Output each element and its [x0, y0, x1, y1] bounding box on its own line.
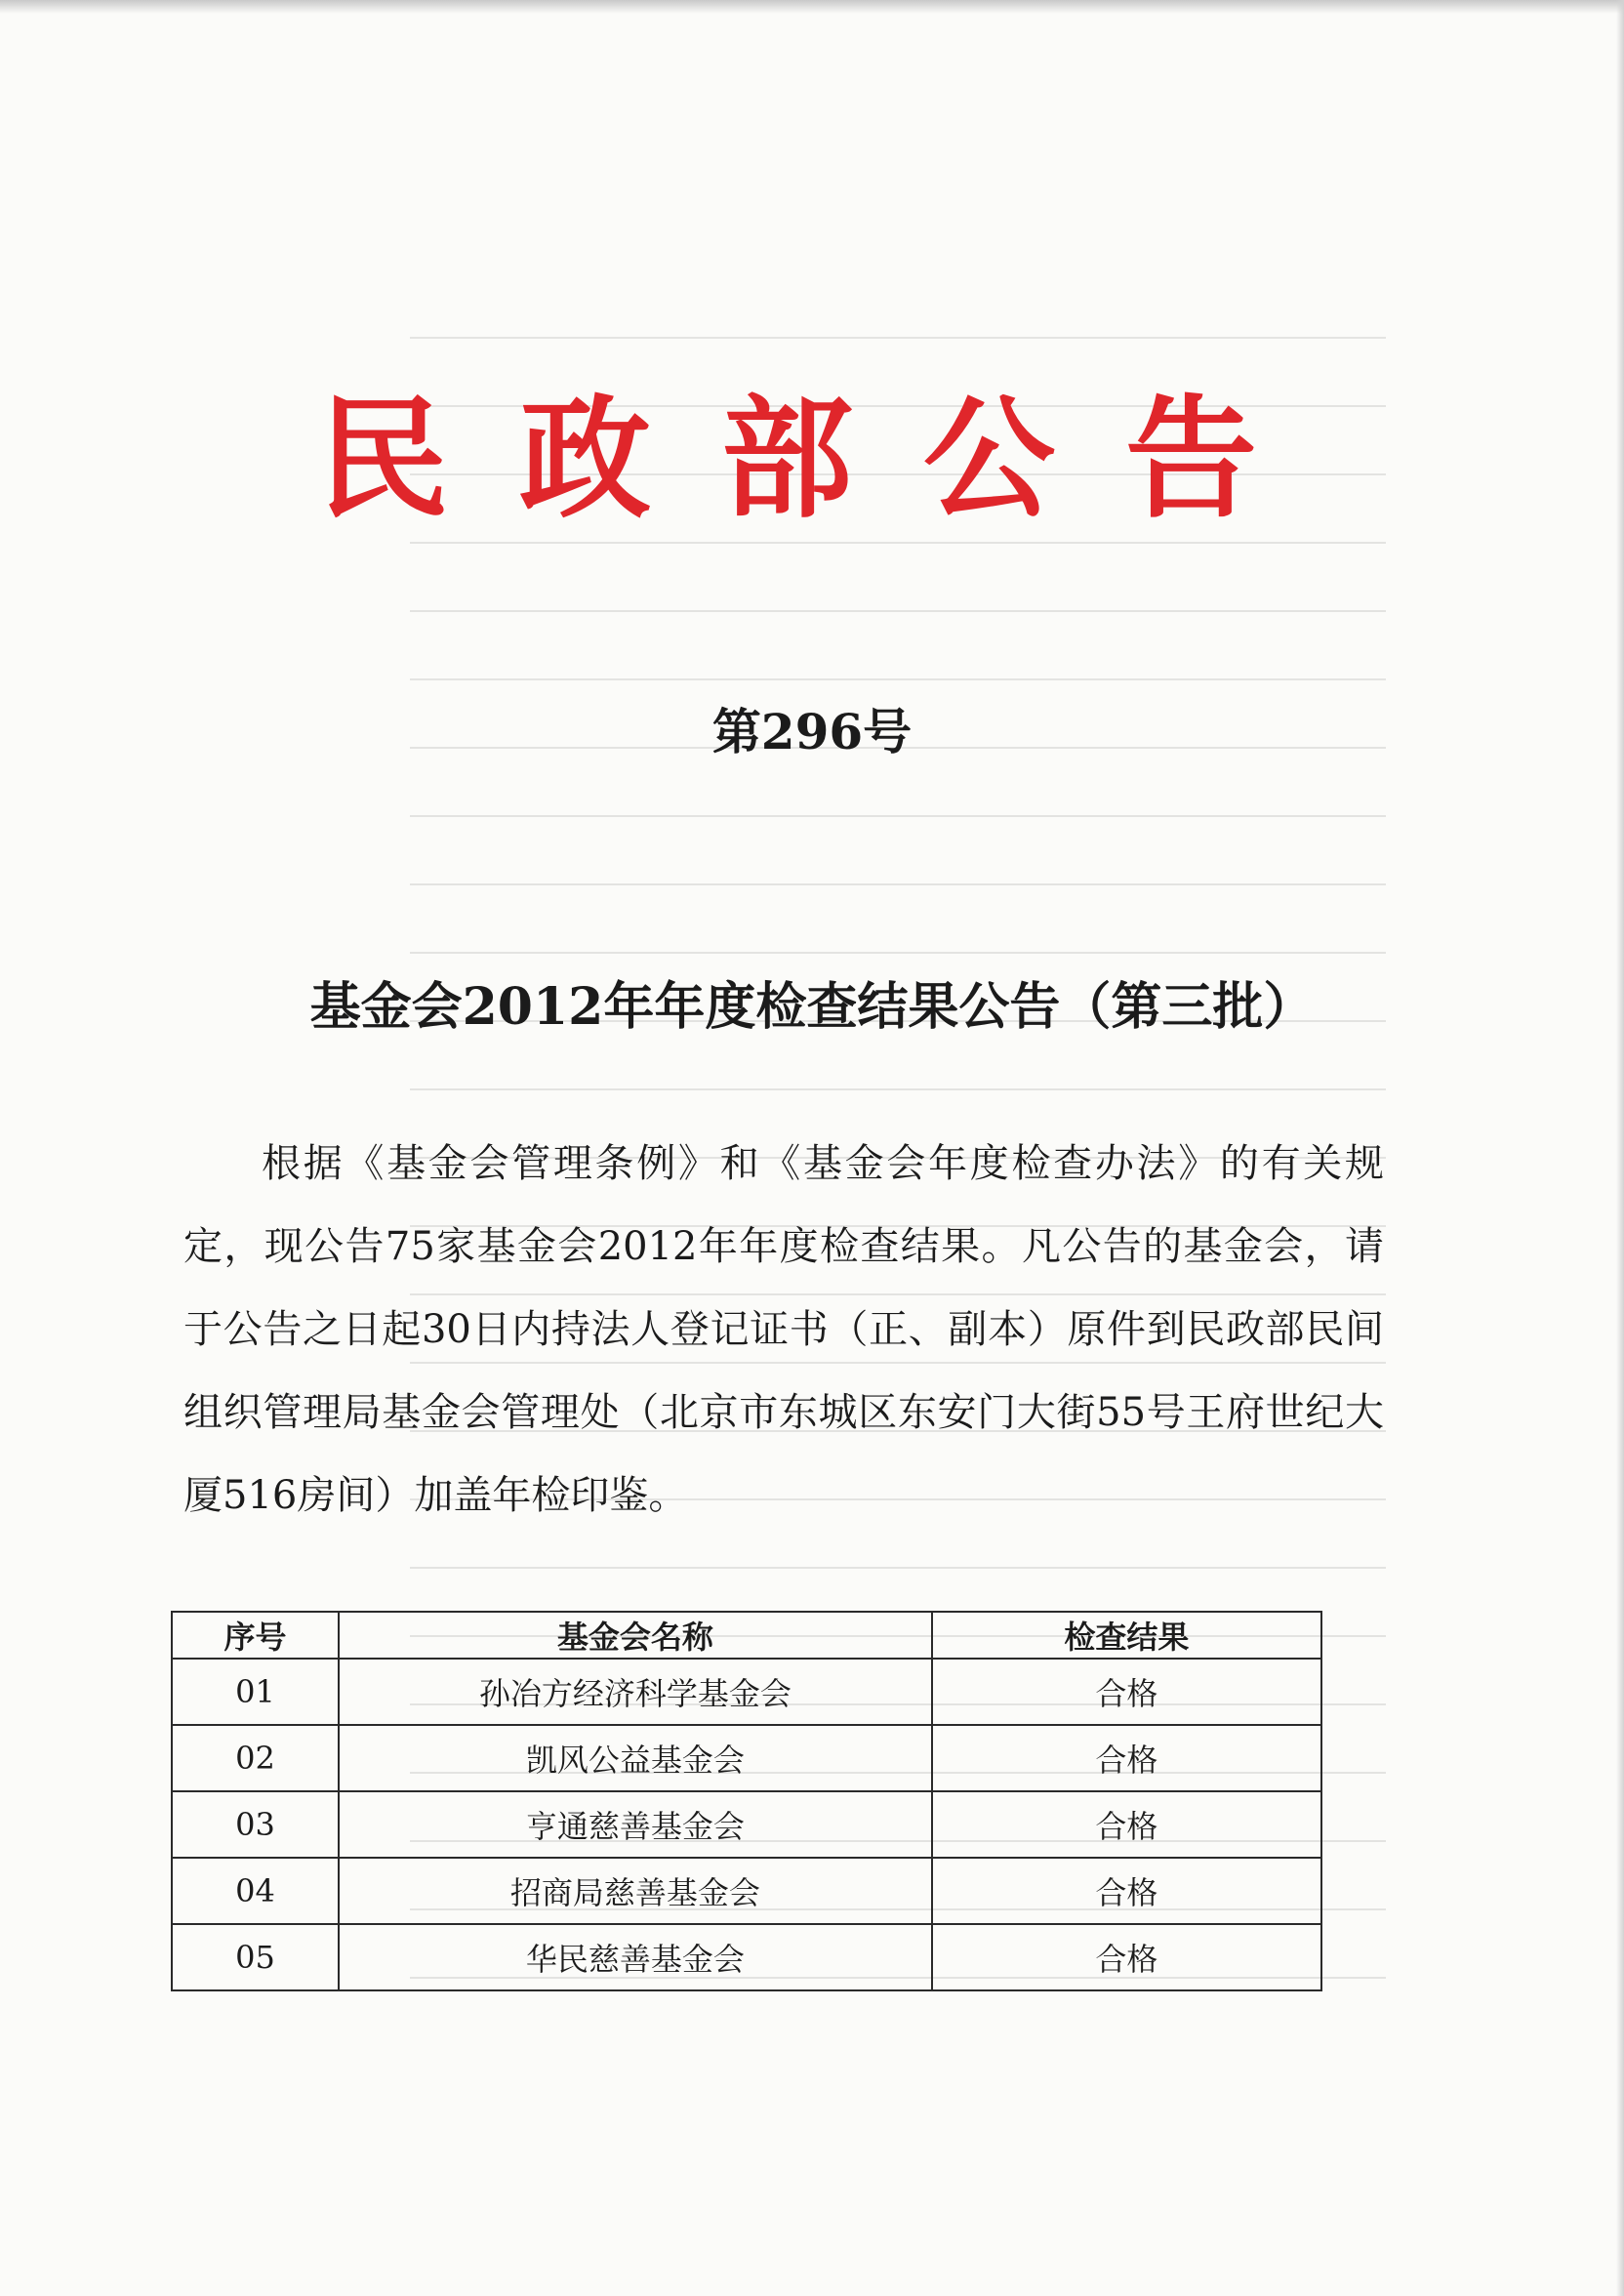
header-inspection-result: 检查结果 [932, 1612, 1321, 1659]
header-foundation-name: 基金会名称 [339, 1612, 932, 1659]
ministry-announcement-title: 民政部公告 [317, 381, 1327, 536]
row-foundation-name: 孙冶方经济科学基金会 [339, 1659, 932, 1725]
row-serial-number: 05 [172, 1924, 339, 1990]
row-serial-number: 02 [172, 1725, 339, 1791]
table-row [172, 1659, 1321, 1725]
row-foundation-name: 亨通慈善基金会 [339, 1791, 932, 1858]
row-serial-number: 03 [172, 1791, 339, 1858]
row-inspection-result: 合格 [932, 1725, 1321, 1791]
row-inspection-result: 合格 [932, 1924, 1321, 1990]
header-serial-number: 序号 [172, 1612, 339, 1659]
announcement-body: 根据《基金会管理条例》和《基金会年度检查办法》的有关规定，现公告75家基金会2012年年度检查结果。凡公告的基金会，请于公告之日起30日内持法人登记证书（正、副本）原件到民政部民间组织管理局基金会管理处（北京市东城区东安门大街55号王府世纪大厦516房间）加盖年检印鉴。 [183, 1141, 1384, 1518]
row-inspection-result: 合格 [932, 1659, 1321, 1725]
row-inspection-result: 合格 [932, 1791, 1321, 1858]
announcement-headline: 基金会2012年年度检查结果公告（第三批） [309, 977, 1315, 1037]
row-serial-number: 01 [172, 1659, 339, 1725]
row-serial-number: 04 [172, 1858, 339, 1924]
table-header-row [172, 1612, 1321, 1659]
row-foundation-name: 招商局慈善基金会 [339, 1858, 932, 1924]
inspection-results-table [171, 1611, 1322, 1991]
table-row [172, 1725, 1321, 1791]
row-foundation-name: 华民慈善基金会 [339, 1924, 932, 1990]
table-row [172, 1858, 1321, 1924]
row-inspection-result: 合格 [932, 1858, 1321, 1924]
scan-edge-top [0, 0, 1624, 14]
table-row [172, 1791, 1321, 1858]
scan-edge-right [1616, 0, 1624, 2296]
row-foundation-name: 凯风公益基金会 [339, 1725, 932, 1791]
announcement-number: 第296号 [711, 703, 913, 760]
table-row [172, 1924, 1321, 1990]
